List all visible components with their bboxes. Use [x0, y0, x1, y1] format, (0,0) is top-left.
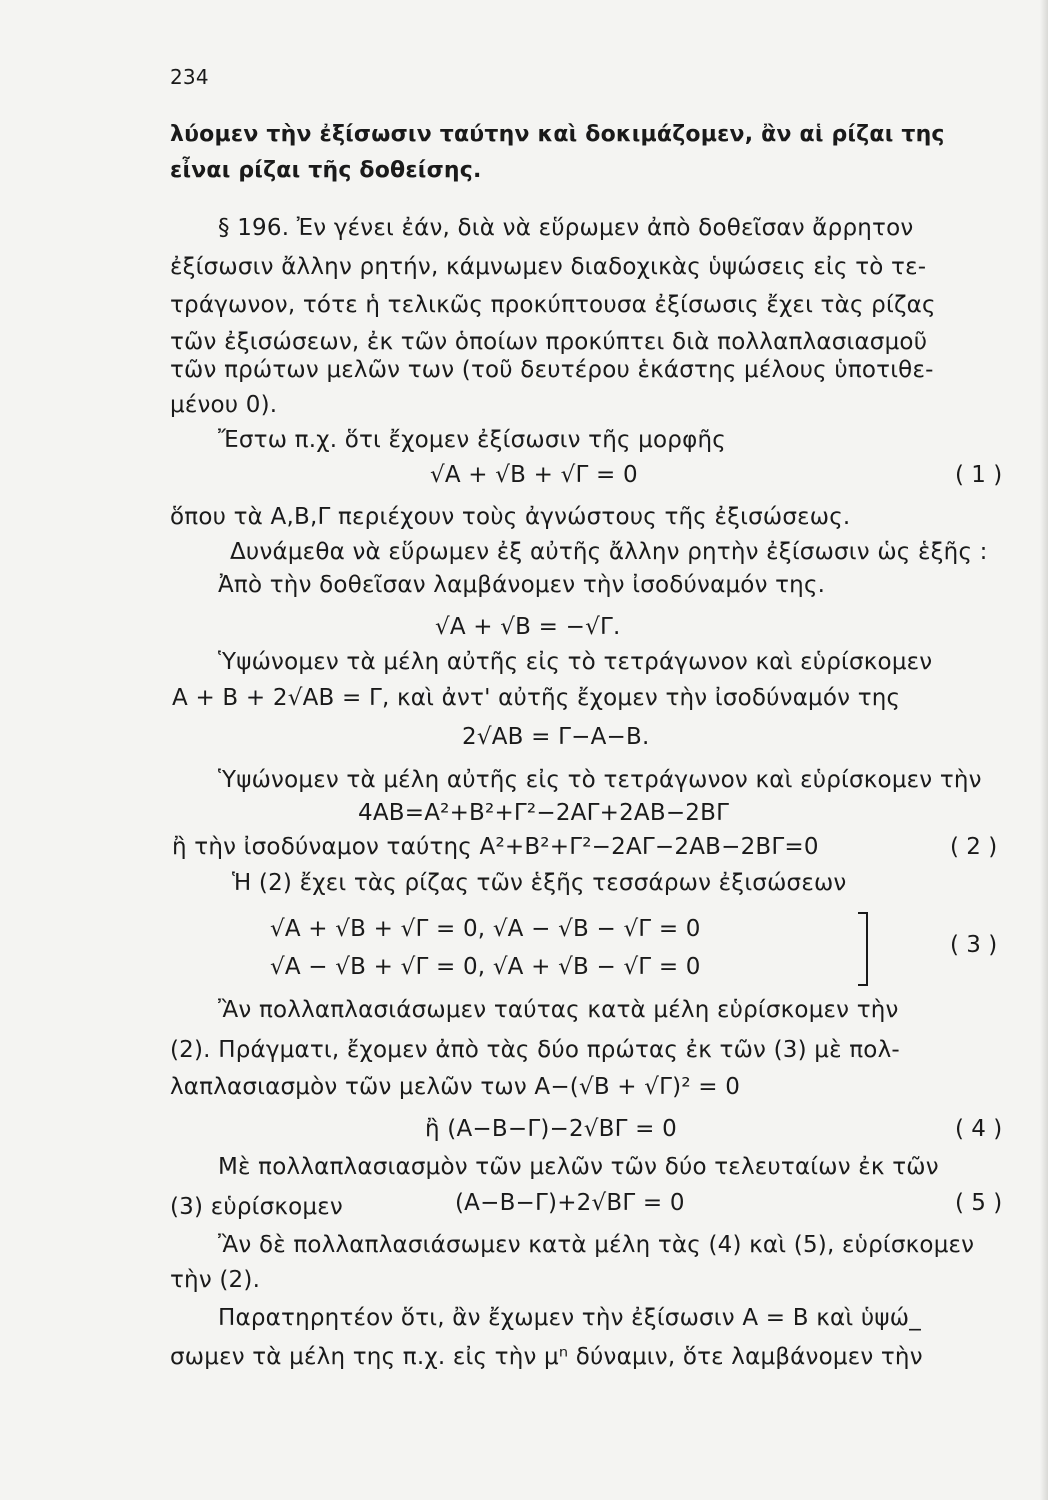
equation-number-4: ( 4 ) [955, 1116, 1003, 1142]
text-line-26: λαπλασιασμὸν τῶν μελῶν των A−(√B + √Γ)² = 0 [170, 1074, 741, 1100]
text-line-2: εἶναι ρίζαι τῆς δοθείσης. [170, 158, 482, 183]
text-line-7: τῶν πρώτων μελῶν των (τοῦ δευτέρου ἑκάστης μέλους ὑποτιθε- [170, 357, 934, 383]
text-line-25: (2). Πράγματι, ἔχομεν ἀπὸ τὰς δύο πρώτας ἐκ τῶν (3) μὲ πολ- [170, 1037, 900, 1063]
page-edge-shadow [1040, 0, 1048, 1500]
text-line-8: μένου 0). [170, 392, 278, 418]
text-line-4: ἐξίσωσιν ἄλλην ρητήν, κάμνωμεν διαδοχικὰς ὑψώσεις εἰς τὸ τε- [170, 254, 927, 280]
text-line-13: Ἀπὸ τὴν δοθεῖσαν λαμβάνομεν τὴν ἰσοδύναμόν της. [218, 572, 826, 598]
equation-set-row-1: √A + √B + √Γ = 0, √A − √B − √Γ = 0 [270, 916, 701, 942]
text-line-11: ὅπου τὰ Α,Β,Γ περιέχουν τοὺς ἀγνώστους τῆς ἐξισώσεως. [170, 504, 851, 530]
equation-1: √A + √B + √Γ = 0 [430, 462, 638, 488]
text-line-24: Ἂν πολλαπλασιάσωμεν ταύτας κατὰ μέλη εὑρίσκομεν τὴν [218, 997, 899, 1023]
text-line-29: (3) εὑρίσκομεν [170, 1194, 343, 1220]
text-line-12: Δυνάμεθα νὰ εὕρωμεν ἐξ αὐτῆς ἄλλην ρητὴν ἐξίσωσιν ὡς ἑξῆς : [230, 539, 988, 565]
text-line-1: λύομεν τὴν ἐξίσωσιν ταύτην καὶ δοκιμάζομεν, ἂν αἱ ρίζαι της [170, 122, 945, 147]
equation-set-brace [858, 912, 868, 986]
equation-set-row-2: √A − √B + √Γ = 0, √A + √B − √Γ = 0 [270, 954, 701, 980]
text-line-15: Ὑψώνομεν τὰ μέλη αὐτῆς εἰς τὸ τετράγωνον καὶ εὑρίσκομεν [218, 649, 933, 675]
equation-number-3: ( 3 ) [950, 932, 998, 958]
text-line-5: τράγωνον, τότε ἡ τελικῶς προκύπτουσα ἐξίσωσις ἔχει τὰς ρίζας [170, 292, 936, 318]
text-line-32: τὴν (2). [170, 1267, 261, 1293]
equation-2vab: 2√AB = Γ−A−B. [462, 724, 650, 750]
text-line-34: σωμεν τὰ μέλη της π.χ. εἰς τὴν μⁿ δύναμιν, ὅτε λαμβάνομεν τὴν [170, 1344, 923, 1370]
equation-number-5: ( 5 ) [955, 1190, 1003, 1216]
text-line-21: Ἡ (2) ἔχει τὰς ρίζας τῶν ἑξῆς τεσσάρων ἐξισώσεων [232, 870, 847, 896]
equation-4ab: 4AB=A²+B²+Γ²−2AΓ+2AB−2BΓ [358, 800, 730, 826]
text-line-33: Παρατηρητέον ὅτι, ἂν ἔχωμεν τὴν ἐξίσωσιν A = B καὶ ὑψώ_ [218, 1305, 921, 1331]
equation-isodynamic: √A + √B = −√Γ. [435, 614, 621, 640]
text-line-16: A + B + 2√AB = Γ, καὶ ἀντ' αὐτῆς ἔχομεν τὴν ἰσοδύναμόν της [172, 685, 901, 711]
text-line-20: ἢ τὴν ἰσοδύναμον ταύτης A²+B²+Γ²−2AΓ−2AB−2BΓ=0 [172, 834, 819, 860]
text-line-6: τῶν ἐξισώσεων, ἐκ τῶν ὁποίων προκύπτει διὰ πολλαπλασιασμοῦ [170, 329, 928, 355]
page-number: 234 [170, 65, 209, 89]
text-line-31: Ἂν δὲ πολλαπλασιάσωμεν κατὰ μέλη τὰς (4) καὶ (5), εὑρίσκομεν [218, 1232, 975, 1258]
equation-number-1: ( 1 ) [955, 462, 1003, 488]
text-line-28: Μὲ πολλαπλασιασμὸν τῶν μελῶν τῶν δύο τελευταίων ἐκ τῶν [218, 1154, 939, 1180]
text-line-9: Ἔστω π.χ. ὅτι ἔχομεν ἐξίσωσιν τῆς μορφῆς [218, 427, 726, 453]
section-196-heading-line: § 196. Ἐν γένει ἐάν, διὰ νὰ εὕρωμεν ἀπὸ δοθεῖσαν ἄρρητον [218, 215, 914, 241]
equation-number-2: ( 2 ) [950, 834, 998, 860]
text-line-18: Ὑψώνομεν τὰ μέλη αὐτῆς εἰς τὸ τετράγωνον καὶ εὑρίσκομεν τὴν [218, 767, 982, 793]
equation-4: ἢ (A−B−Γ)−2√BΓ = 0 [425, 1116, 677, 1142]
equation-5: (A−B−Γ)+2√BΓ = 0 [455, 1190, 685, 1216]
